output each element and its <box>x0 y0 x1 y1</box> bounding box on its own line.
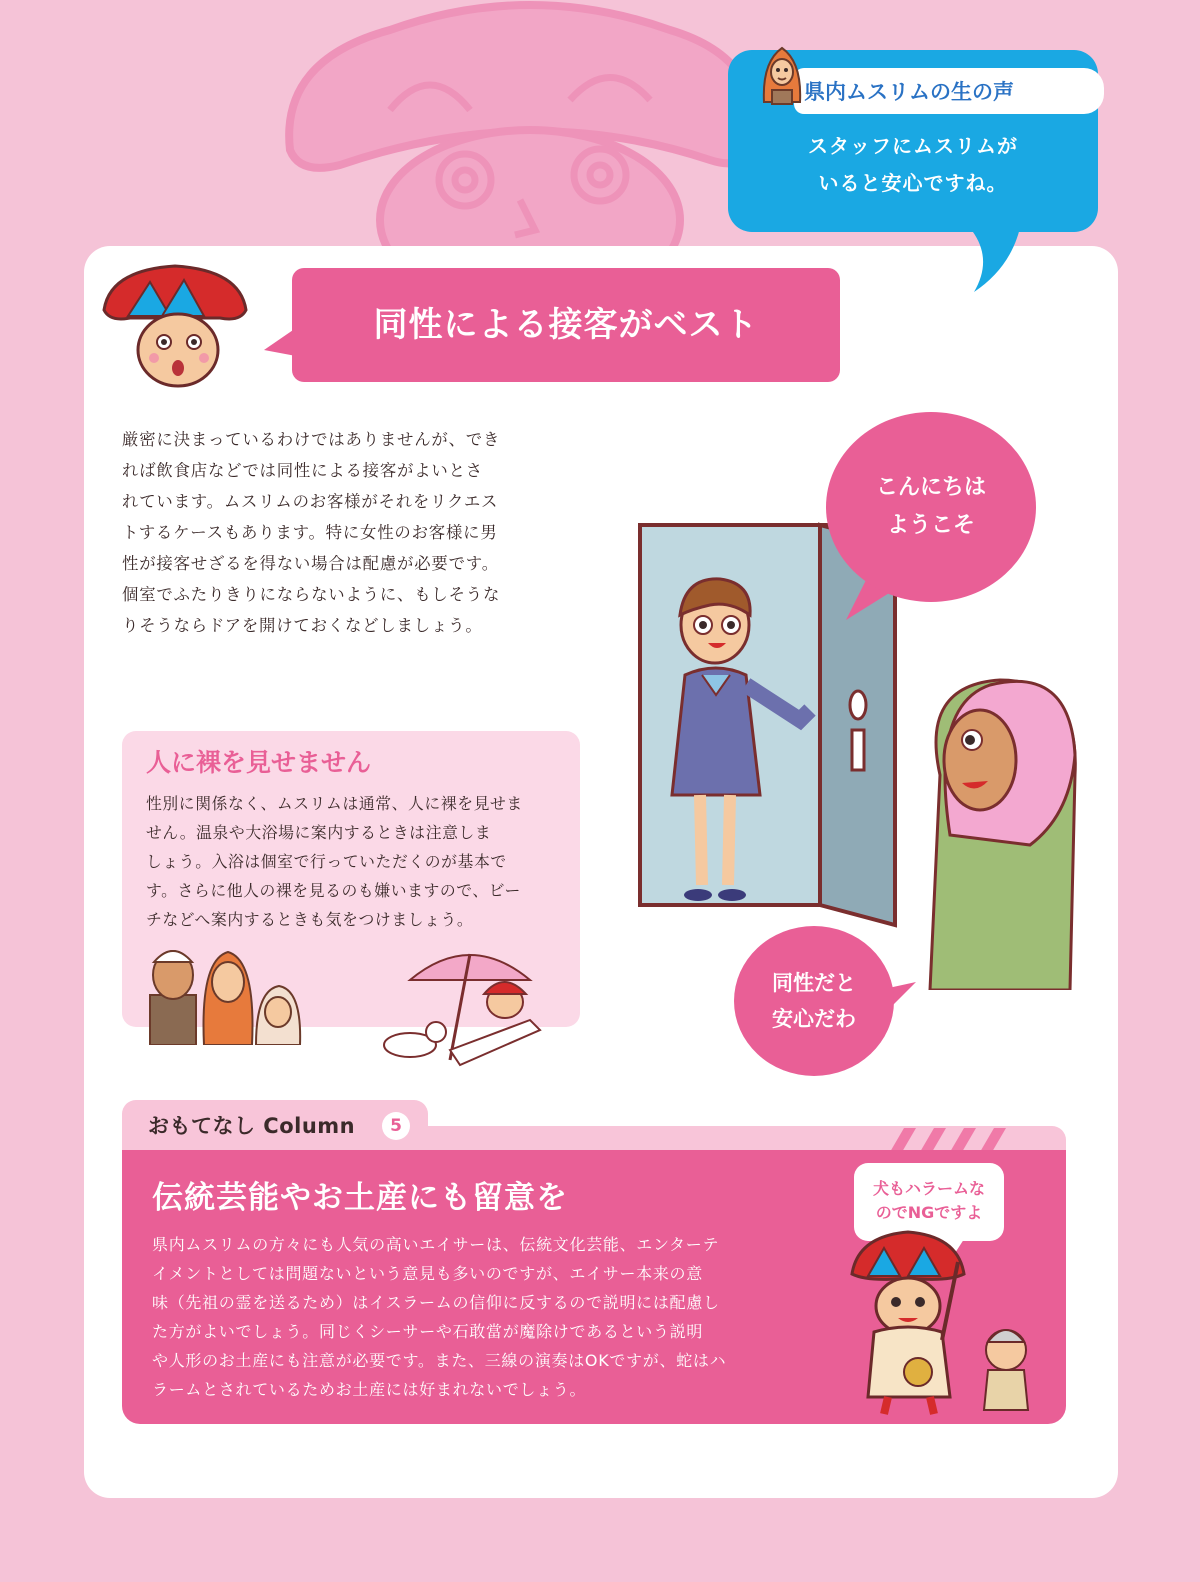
relief-bubble <box>734 926 894 1076</box>
voice-bubble-tail <box>960 228 1040 298</box>
intro-line: 性が接客せざるを得ない場合は配慮が必要です。 <box>122 554 499 573</box>
nudity-box-title: 人に裸を見せません <box>146 748 372 777</box>
voice-text <box>728 128 1098 202</box>
intro-line: りそうならドアを開けておくなどしましょう。 <box>122 616 483 635</box>
column-line: ラームとされているためお土産には好まれないでしょう。 <box>152 1380 587 1399</box>
column-line: や人形のお土産にも注意が必要です。また、三線の演奏はOKですが、蛇はハ <box>152 1351 727 1370</box>
dog-bubble-line-2: のでNGですよ <box>875 1203 983 1222</box>
muslim-voice-bubble <box>728 50 1098 232</box>
nudity-box-text <box>146 789 566 934</box>
greeting-line-1: こんにちは <box>875 475 986 500</box>
intro-paragraph <box>122 424 584 641</box>
hijab-woman-avatar-icon <box>758 42 806 106</box>
dog-bubble-line-1: 犬もハラームな <box>872 1179 985 1198</box>
relief-line-2: 安心だわ <box>772 1007 856 1031</box>
greeting-bubble <box>826 412 1036 602</box>
column-title: 伝統芸能やお土産にも留意を <box>152 1180 568 1216</box>
intro-line: れています。ムスリムのお客様がそれをリクエス <box>122 492 499 511</box>
eisa-dancer-illustration <box>838 1222 1048 1418</box>
decorative-stripes <box>880 1128 1030 1152</box>
column-tab <box>122 1100 428 1152</box>
column-line: 県内ムスリムの方々にも人気の高いエイサーは、伝統文化芸能、エンターテ <box>152 1235 720 1254</box>
voice-line-2: いると安心ですね。 <box>818 171 1008 195</box>
column-line: た方がよいでしょう。同じくシーサーや石敢當が魔除けであるという説明 <box>152 1322 704 1341</box>
relief-line-1: 同性だと <box>772 971 856 995</box>
nudity-line: せん。温泉や大浴場に案内するときは注意しま <box>146 823 492 842</box>
nudity-line: す。さらに他人の裸を見るのも嫌いますので、ビー <box>146 881 521 900</box>
nudity-line: 性別に関係なく、ムスリムは通常、人に裸を見せま <box>146 794 523 813</box>
voice-title: 県内ムスリムの生の声 <box>794 68 1104 114</box>
nudity-line: チなどへ案内するときも気をつけましょう。 <box>146 910 474 929</box>
intro-line: れば飲食店などでは同性による接客がよいとさ <box>122 461 484 480</box>
nudity-line: しょう。入浴は個室で行っていただくのが基本で <box>146 852 507 871</box>
column-tab-label: おもてなし Column <box>148 1114 356 1138</box>
background-mascot-illustration <box>270 0 790 260</box>
greeting-line-2: ようこそ <box>886 513 975 538</box>
voice-line-1: スタッフにムスリムが <box>808 134 1018 158</box>
intro-line: トするケースもあります。特に女性のお客様に男 <box>122 523 498 542</box>
intro-line: 厳密に決まっているわけではありませんが、でき <box>122 430 501 449</box>
column-line: イメントとしては問題ないという意見も多いのですが、エイサー本来の意 <box>152 1264 703 1283</box>
beach-umbrella-illustration <box>380 940 550 1075</box>
intro-line: 個室でふたりきりにならないように、もしそうな <box>122 585 501 604</box>
column-number-badge: 5 <box>382 1112 410 1140</box>
column-line: 味（先祖の霊を送るため）はイスラームの信仰に反するので説明には配慮し <box>152 1293 720 1312</box>
mascot-boy-icon <box>100 260 250 390</box>
column-text <box>152 1230 822 1404</box>
headline: 同性による接客がベスト <box>292 268 840 382</box>
muslim-family-illustration <box>144 940 304 1045</box>
